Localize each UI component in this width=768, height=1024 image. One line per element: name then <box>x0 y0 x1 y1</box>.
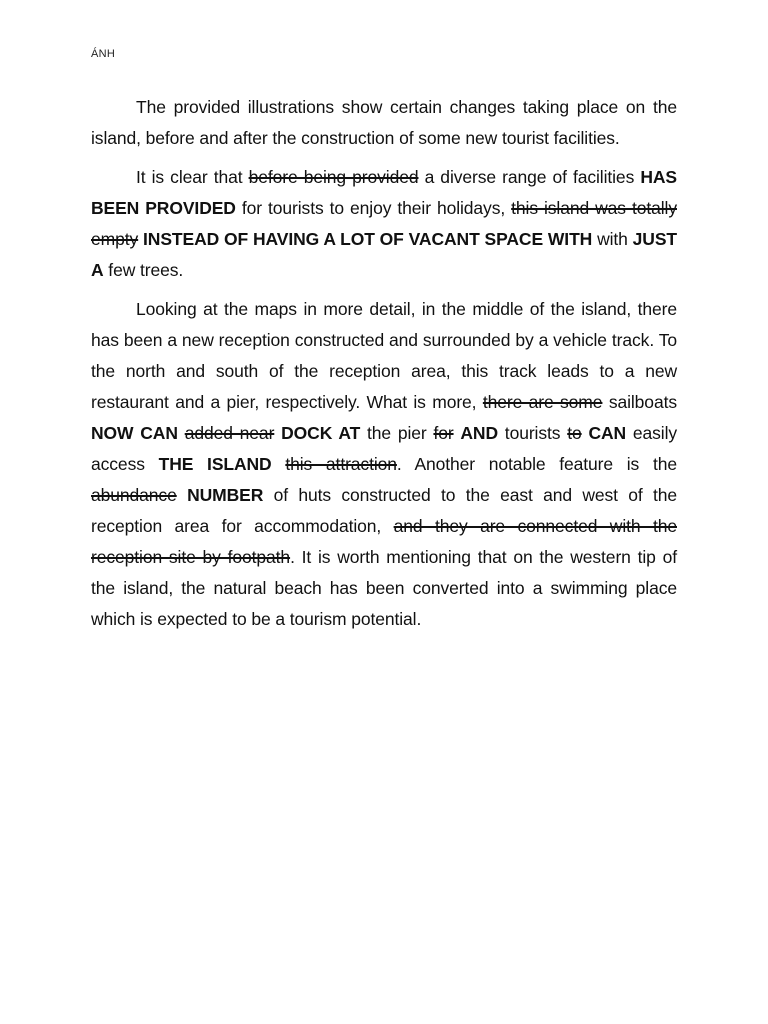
author-header: ÁNH <box>91 48 116 60</box>
correction-text: CAN <box>588 423 627 443</box>
struck-text: this attraction <box>285 454 397 474</box>
correction-text: NUMBER <box>187 485 264 505</box>
struck-text: added near <box>184 423 275 443</box>
struck-text: to <box>567 423 582 443</box>
correction-text: THE ISLAND <box>158 454 272 474</box>
body-text-segment <box>178 423 185 443</box>
correction-text: HAS BEEN PROVIDED <box>91 167 677 218</box>
paragraph-1 <box>91 92 677 154</box>
body-text-segment <box>177 485 187 505</box>
body-text-segment: . Another notable feature is the <box>396 454 677 474</box>
struck-text: abundance <box>91 485 177 505</box>
essay-body <box>91 92 677 643</box>
correction-text: AND <box>460 423 498 443</box>
body-text-segment: Looking at the maps in more detail, in the middle of the island, there has been a new reception constructed and surrounded by a vehicle track. To the north and south of the reception area, this track leads to a new restaurant and a pier, respectively. What is more, <box>91 299 677 412</box>
correction-text: INSTEAD OF HAVING A LOT OF VACANT SPACE WITH <box>143 229 593 249</box>
struck-text: this island was totally empty <box>91 198 677 249</box>
body-text-segment: a diverse range of facilities <box>418 167 641 187</box>
body-text-segment: the pier <box>360 423 434 443</box>
paragraph-3 <box>91 294 677 635</box>
body-text-segment: It is clear that <box>136 167 249 187</box>
paragraph-2 <box>91 162 677 286</box>
body-text-segment: for tourists to enjoy their holidays, <box>235 198 512 218</box>
body-text-segment: easily access <box>91 423 678 474</box>
struck-text: and they are connected with the reception site by footpath <box>91 516 677 567</box>
body-text-segment: with <box>592 229 633 249</box>
body-text-segment: The provided illustrations show certain changes taking place on the island, before and after the construction of some new tourist facilities. <box>91 97 677 148</box>
correction-text: JUST A <box>91 229 678 280</box>
correction-text: DOCK AT <box>281 423 361 443</box>
correction-text: NOW CAN <box>91 423 178 443</box>
body-text-segment: . It is worth mentioning that on the western tip of the island, the natural beach has been converted into a swimming place which is expected to be a tourism potential. <box>91 547 677 629</box>
body-text-segment: sailboats <box>602 392 677 412</box>
body-text-segment: tourists <box>498 423 568 443</box>
struck-text: before being provided <box>248 167 419 187</box>
body-text-segment <box>272 454 286 474</box>
struck-text: there are some <box>482 392 603 412</box>
body-text-segment: of huts constructed to the east and west of the reception area for accommodation, <box>91 485 678 536</box>
body-text-segment: few trees. <box>103 260 184 280</box>
struck-text: for <box>433 423 454 443</box>
